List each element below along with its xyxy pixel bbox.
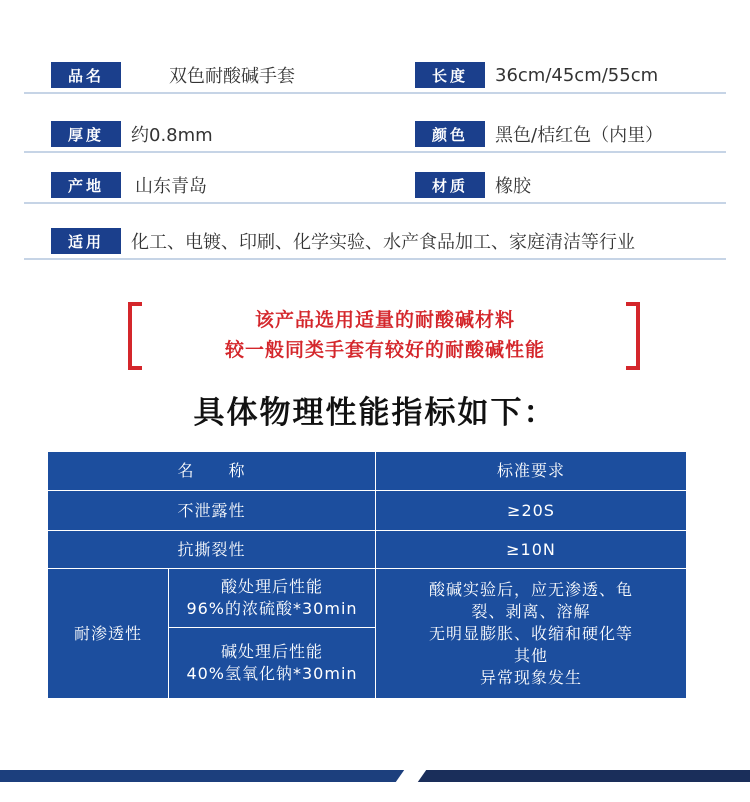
alkali-detail: 40%氢氧化钠*30min [186,664,358,683]
spec-row-thickness-color [24,117,726,153]
product-label: 品名 [51,62,121,88]
promo-line-2: 较一般同类手套有较好的耐酸碱性能 [224,339,545,361]
result-line: 异常现象发生 [479,667,582,687]
spec-thickness [51,117,213,151]
left-bracket [128,302,142,370]
permeation-result-cell [376,569,686,698]
spec-row-usage [24,224,726,260]
bottom-stripe-dark [405,770,750,782]
spec-length [415,58,658,92]
spec-color [415,117,663,151]
row-leak-value: ≥20S [507,500,555,520]
material-label: 材质 [415,172,485,198]
spec-table [48,452,686,698]
section-heading: 具体物理性能指标如下： [193,395,557,431]
length-value: 36cm/45cm/55cm [495,64,659,86]
result-line: 裂、剥离、溶解 [471,601,591,621]
row-leak-name: 不泄露性 [177,500,246,520]
promo-line-1: 该产品选用适量的耐酸碱材料 [254,309,515,331]
right-bracket [626,302,640,370]
header-standard: 标准要求 [496,461,565,480]
promo-text [150,305,620,365]
row-tear-value: ≥10N [506,539,556,559]
spec-row-origin-material [24,168,726,204]
product-value: 双色耐酸碱手套 [169,66,295,87]
header-name: 名 称 [177,461,246,480]
usage-value: 化工、电镀、印刷、化学实验、水产食品加工、家庭清洁等行业 [131,232,635,253]
color-value: 黑色/桔红色（内里） [495,125,664,146]
alkali-title: 碱处理后性能 [220,642,323,661]
thickness-label: 厚度 [51,121,121,147]
result-line: 其他 [513,645,548,665]
thickness-value: 约0.8mm [131,125,213,146]
color-label: 颜色 [415,121,485,147]
alkali-treatment-cell [169,628,375,698]
origin-label: 产地 [51,172,121,198]
result-line: 无明显膨胀、收缩和硬化等 [428,623,633,643]
length-label: 长度 [415,62,485,88]
spec-usage [51,224,635,258]
spec-material [415,168,531,202]
usage-label: 适用 [51,228,121,254]
spec-origin [51,168,207,202]
acid-title: 酸处理后性能 [220,577,323,596]
spec-product [51,58,295,92]
row-tear-name: 抗撕裂性 [177,539,246,559]
origin-value: 山东青岛 [135,176,207,197]
material-value: 橡胶 [495,176,531,197]
acid-detail: 96%的浓硫酸*30min [186,599,358,618]
result-line: 酸碱实验后，应无渗透、龟 [428,579,633,599]
acid-treatment-cell [169,569,375,627]
row-permeation-name: 耐渗透性 [73,623,142,643]
spec-row-name-length [24,58,726,94]
